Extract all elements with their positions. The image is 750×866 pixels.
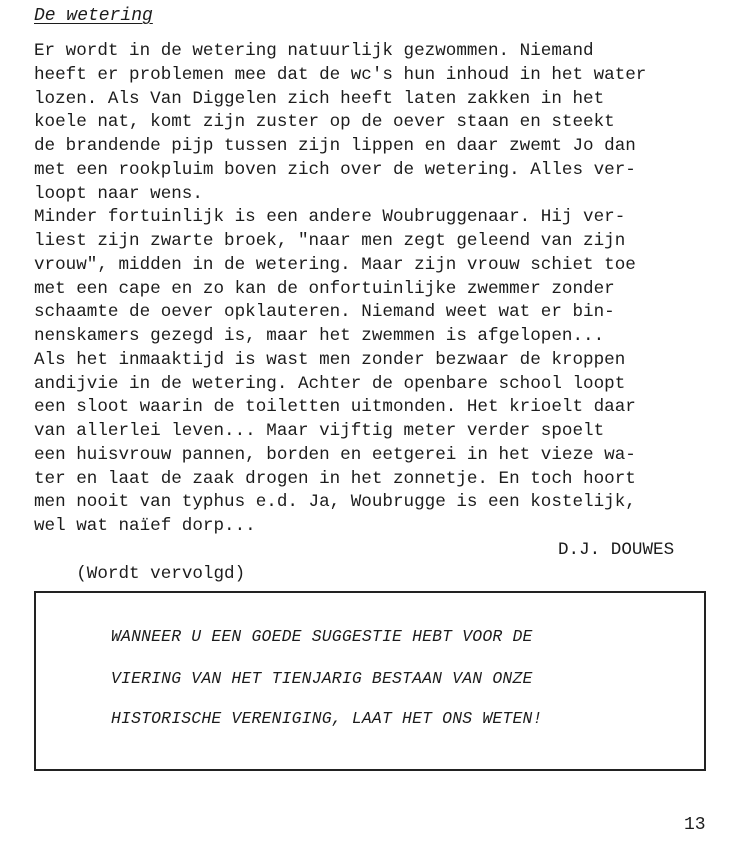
section-title: De wetering (34, 6, 153, 26)
article-line: een sloot waarin de toiletten uitmonden. Het krioelt daar (34, 397, 636, 418)
article-line: met een cape en zo kan de onfortuinlijke zwemmer zonder (34, 278, 615, 299)
notice-line: WANNEER U EEN GOEDE SUGGESTIE HEBT VOOR DE (111, 627, 533, 646)
notice-line: HISTORISCHE VERENIGING, LAAT HET ONS WETEN! (111, 709, 543, 728)
article-line: andijvie in de wetering. Achter de openbare school loopt (34, 373, 626, 394)
notice-box (34, 591, 706, 771)
article-line: heeft er problemen mee dat de wc's hun inhoud in het water (34, 64, 647, 85)
article-line: een huisvrouw pannen, borden en eetgerei in het vieze wa- (34, 444, 636, 465)
article-line: wel wat naïef dorp... (34, 516, 256, 536)
article-line: Er wordt in de wetering natuurlijk gezwommen. Niemand (34, 41, 594, 61)
author-signature: D.J. DOUWES (558, 539, 675, 560)
article-line: lozen. Als Van Diggelen zich heeft laten zakken in het (34, 88, 605, 109)
article-line: schaamte de oever opklauteren. Niemand weet wat er bin- (34, 302, 615, 323)
article-line: men nooit van typhus e.d. Ja, Woubrugge is een kostelijk, (34, 492, 636, 513)
article-line: van allerlei leven... Maar vijftig meter verder spoelt (34, 421, 605, 441)
closing-line (34, 539, 734, 584)
article-line: Minder fortuinlijk is een andere Woubruggenaar. Hij ver- (34, 207, 626, 228)
continued-note: (Wordt vervolgd) (76, 563, 246, 584)
article-line: Als het inmaaktijd is wast men zonder bezwaar de kroppen (34, 349, 626, 370)
article-line: loopt naar wens. (34, 183, 203, 204)
article-line: de brandende pijp tussen zijn lippen en daar zwemt Jo dan (34, 136, 636, 156)
article-body (34, 40, 734, 584)
article-line: ter en laat de zaak drogen in het zonnetje. En toch hoort (34, 468, 636, 489)
page-number: 13 (684, 815, 706, 835)
article-line: koele nat, komt zijn zuster op de oever staan en steekt (34, 112, 615, 133)
notice-line: VIERING VAN HET TIENJARIG BESTAAN VAN ONZE (111, 669, 533, 688)
article-line: nenskamers gezegd is, maar het zwemmen is afgelopen... (34, 326, 605, 346)
article-line: met een rookpluim boven zich over de wetering. Alles ver- (34, 159, 636, 180)
article-line: vrouw", midden in de wetering. Maar zijn vrouw schiet toe (34, 254, 636, 275)
article-line: liest zijn zwarte broek, "naar men zegt geleend van zijn (34, 231, 626, 251)
